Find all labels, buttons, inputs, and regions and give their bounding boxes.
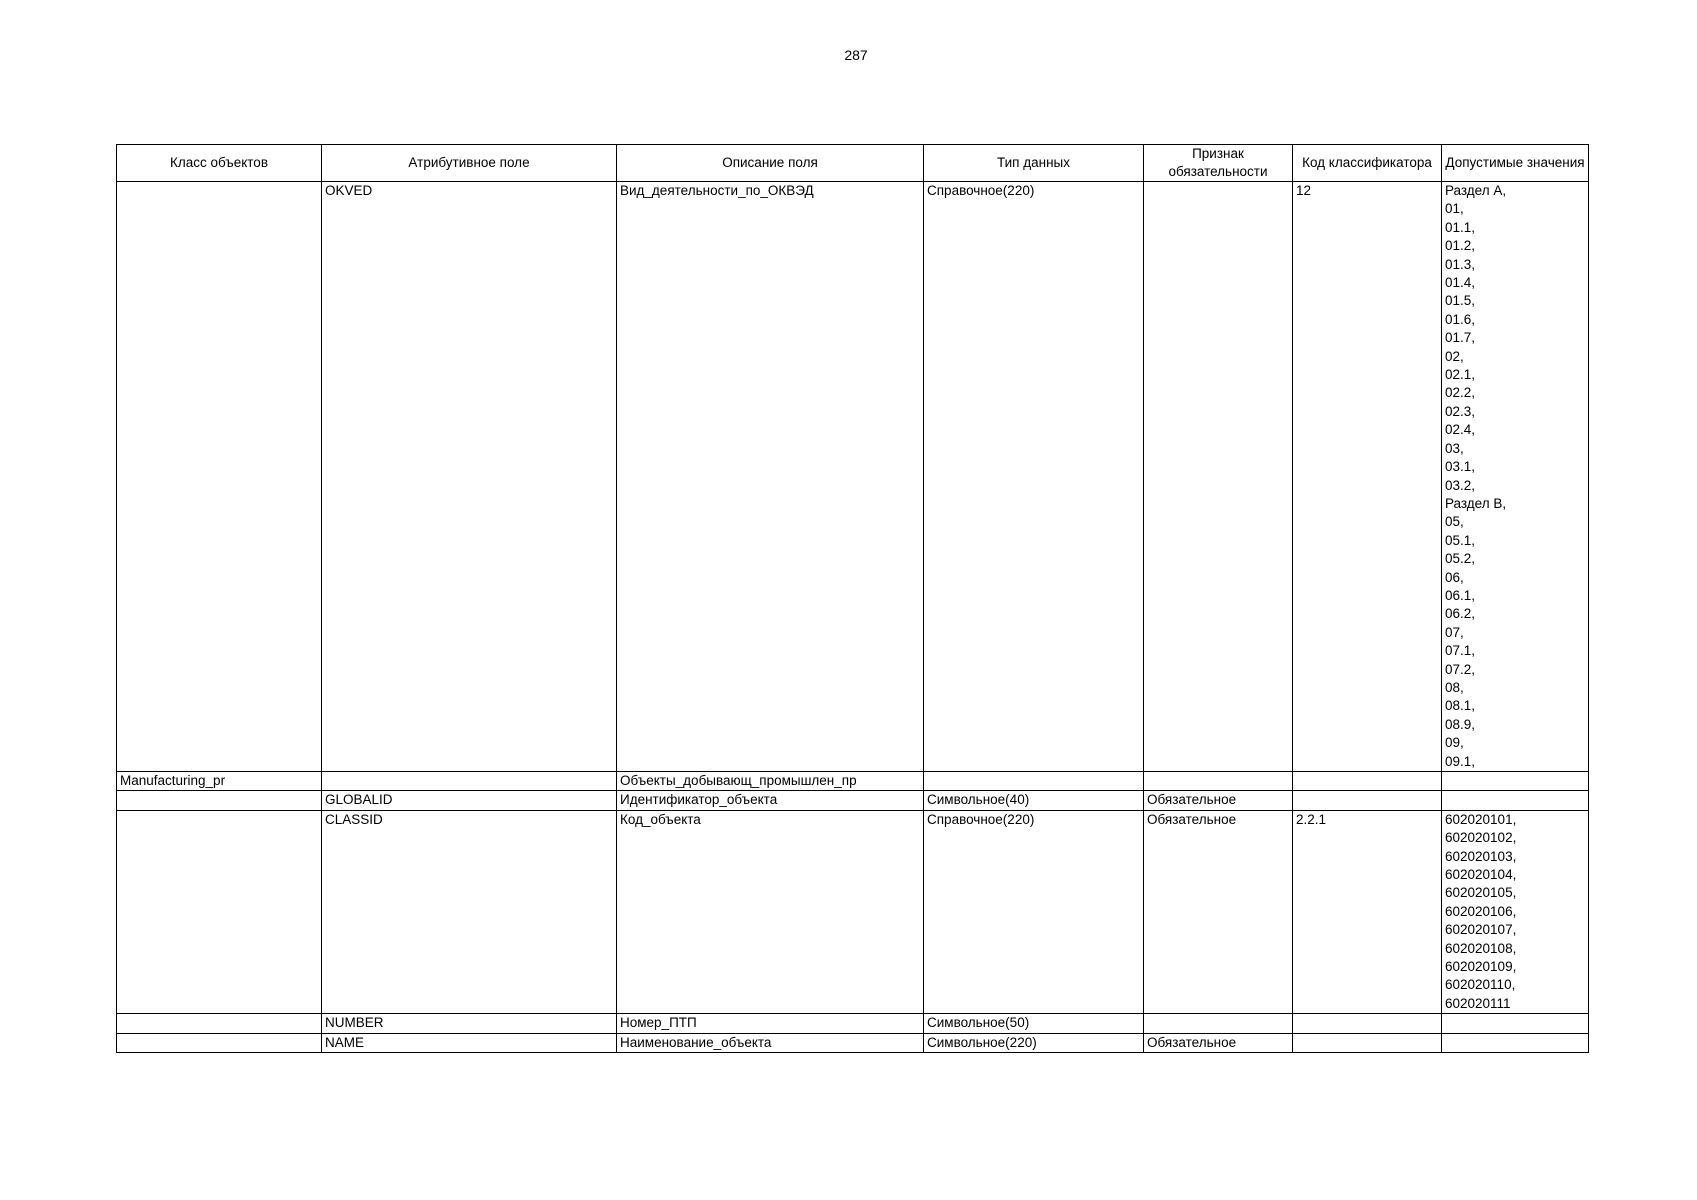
allowed-value: 01.6, [1445,311,1476,327]
header-cell: Тип данных [924,145,1144,182]
required-flag-cell: Обязательное [1144,1033,1293,1052]
classifier-code-cell: 12 [1293,182,1442,772]
page-number: 287 [844,47,868,63]
allowed-value: 01.3, [1445,256,1476,272]
allowed-value: 09, [1445,735,1464,751]
required-flag-cell: Обязательное [1144,791,1293,810]
attribute-field-cell: OKVED [322,182,617,772]
table-row [117,810,1589,1013]
data-type-cell: Справочное(220) [924,182,1144,772]
header-cell: Код классификатора [1293,145,1442,182]
object-class-cell: Manufacturing_pr [117,772,322,791]
allowed-value: 06.1, [1445,587,1476,603]
header-cell: Описание поля [617,145,924,182]
field-description-cell: Вид_деятельности_по_ОКВЭД [617,182,924,772]
object-class-cell [117,810,322,1013]
header-cell: Признак обязательности [1144,145,1293,182]
allowed-value: 602020102, [1445,830,1517,846]
allowed-value: 02, [1445,348,1464,364]
allowed-values-cell [1442,182,1589,772]
field-description-cell: Наименование_объекта [617,1033,924,1052]
allowed-value: 02.2, [1445,385,1476,401]
attribute-field-cell: CLASSID [322,810,617,1013]
allowed-value: 01, [1445,201,1464,217]
attribute-field-cell: GLOBALID [322,791,617,810]
allowed-value: 602020110, [1445,977,1516,993]
allowed-value: 02.3, [1445,403,1476,419]
data-type-cell: Справочное(220) [924,810,1144,1013]
allowed-values-cell [1442,1033,1589,1052]
allowed-value: 01.5, [1445,293,1476,309]
object-class-cell [117,1014,322,1033]
allowed-value: 602020104, [1445,867,1517,883]
allowed-value: 602020106, [1445,903,1517,919]
allowed-value: 05.2, [1445,551,1476,567]
table-row [117,791,1589,810]
allowed-value: 01.4, [1445,275,1476,291]
allowed-value: 02.4, [1445,422,1476,438]
classifier-code-cell [1293,772,1442,791]
allowed-values-cell [1442,772,1589,791]
allowed-value: 03, [1445,440,1464,456]
allowed-value: 602020108, [1445,940,1517,956]
allowed-value: 602020101, [1445,811,1517,827]
object-class-cell [117,791,322,810]
field-description-cell: Код_объекта [617,810,924,1013]
allowed-value: 03.2, [1445,477,1476,493]
attribute-field-cell: NAME [322,1033,617,1052]
table-row [117,1014,1589,1033]
data-type-cell: Символьное(40) [924,791,1144,810]
allowed-value: 09.1, [1445,753,1476,769]
object-class-cell [117,182,322,772]
allowed-value: 05, [1445,514,1464,530]
required-flag-cell [1144,182,1293,772]
header-cell: Атрибутивное поле [322,145,617,182]
classifier-code-cell [1293,1033,1442,1052]
allowed-value: 01.2, [1445,238,1476,254]
allowed-value: 06.2, [1445,606,1476,622]
object-class-cell [117,1033,322,1052]
header-cell: Допустимые значения [1442,145,1589,182]
attribute-table [116,144,1589,1053]
allowed-value: 602020105, [1445,885,1517,901]
allowed-value: 02.1, [1445,367,1476,383]
required-flag-cell: Обязательное [1144,810,1293,1013]
allowed-value: 602020103, [1445,848,1517,864]
table-row [117,182,1589,772]
required-flag-cell [1144,1014,1293,1033]
allowed-value: 06, [1445,569,1464,585]
table-row [117,772,1589,791]
table-row [117,1033,1589,1052]
allowed-value: 05.1, [1445,532,1476,548]
allowed-value: Раздел A, [1445,183,1507,198]
attribute-field-cell [322,772,617,791]
allowed-value: 07.2, [1445,661,1476,677]
classifier-code-cell: 2.2.1 [1293,810,1442,1013]
allowed-value: 08.9, [1445,716,1476,732]
classifier-code-cell [1293,1014,1442,1033]
allowed-values-cell [1442,810,1589,1013]
allowed-value: Раздел B, [1445,495,1507,511]
allowed-value: 01.7, [1445,330,1476,346]
allowed-value: 03.1, [1445,459,1476,475]
classifier-code-cell [1293,791,1442,810]
allowed-value: 602020109, [1445,959,1517,975]
allowed-value: 602020111 [1445,995,1511,1011]
allowed-value: 602020107, [1445,922,1517,938]
required-flag-cell [1144,772,1293,791]
field-description-cell: Идентификатор_объекта [617,791,924,810]
table-header-row [117,145,1589,182]
allowed-value: 08.1, [1445,698,1476,714]
field-description-cell: Объекты_добывающ_промышлен_пр [617,772,924,791]
table-body [117,182,1589,1053]
allowed-value: 07.1, [1445,643,1476,659]
allowed-values-cell [1442,1014,1589,1033]
data-type-cell: Символьное(220) [924,1033,1144,1052]
attribute-field-cell: NUMBER [322,1014,617,1033]
data-type-cell: Символьное(50) [924,1014,1144,1033]
header-cell: Класс объектов [117,145,322,182]
allowed-value: 01.1, [1445,219,1476,235]
allowed-value: 07, [1445,624,1464,640]
field-description-cell: Номер_ПТП [617,1014,924,1033]
data-type-cell [924,772,1144,791]
allowed-value: 08, [1445,679,1464,695]
allowed-values-cell [1442,791,1589,810]
